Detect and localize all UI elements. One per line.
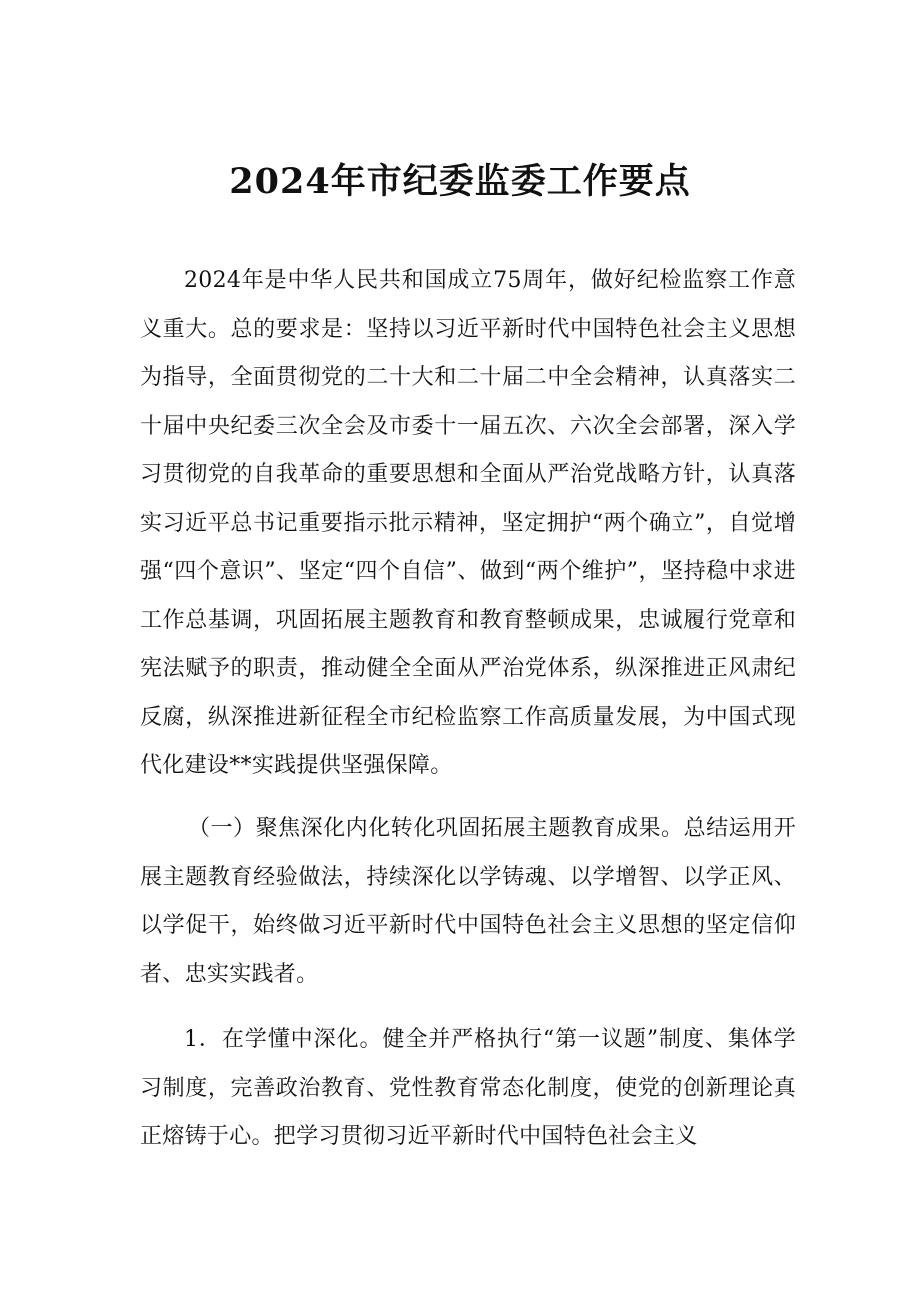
document-title: 2024年市纪委监委工作要点 [229, 161, 691, 202]
item-1-paragraph: 1．在学懂中深化。健全并严格执行“第一议题”制度、集体学习制度，完善政治教育、党性教育常态化制度，使党的创新理论真正熔铸于心。把学习贯彻习近平新时代中国特色社会主义 [140, 1027, 796, 1149]
intro-paragraph: 2024年是中华人民共和国成立75周年，做好纪检监察工作意义重大。总的要求是：坚持以习近平新时代中国特色社会主义思想为指导，全面贯彻党的二十大和二十届二中全会精神，认真落实二十届中央纪委三次全会及市委十一届五次、六次全会部署，深入学习贯彻党的自我革命的重要思想和全面从严治党战略方针，认真落实习近平总书记重要指示批示精神，坚定拥护“两个确立”，自觉增强“四个意识”、坚定“四个自信”、做到“两个维护”，坚持稳中求进工作总基调，巩固拓展主题教育和教育整顿成果，忠诚履行党章和宪法赋予的职责，推动健全全面从严治党体系，纵深推进正风肃纪反腐，纵深推进新征程全市纪检监察工作高质量发展，为中国式现代化建设**实践提供坚强保障。 [140, 268, 796, 778]
section-1-paragraph: （一）聚焦深化内化转化巩固拓展主题教育成果。总结运用开展主题教育经验做法，持续深化以学铸魂、以学增智、以学正风、以学促干，始终做习近平新时代中国特色社会主义思想的坚定信仰者、忠实实践者。 [140, 816, 796, 987]
